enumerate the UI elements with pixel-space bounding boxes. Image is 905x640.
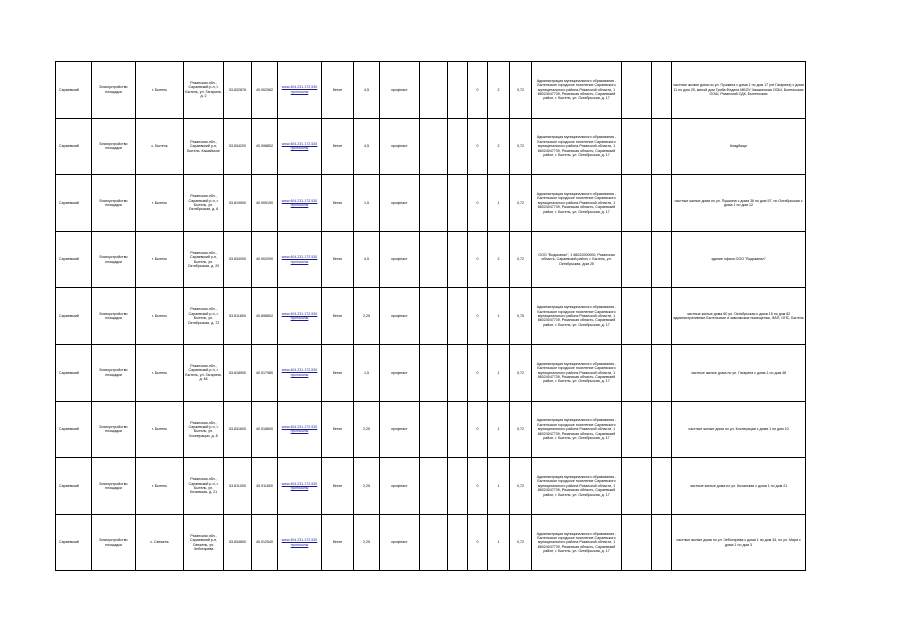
area-cell: 1,5 — [354, 344, 380, 401]
address-cell: Рязанская обл., Сараевский р-н, г. Бытель, ул. Октябрьская, д. 72 — [184, 288, 224, 345]
district-cell: Сараевский — [56, 175, 92, 232]
type-cell: Благоустройство площадки — [92, 288, 136, 345]
container-count-cell: 2 — [488, 231, 510, 288]
empty-cell — [652, 175, 672, 232]
owner-cell: Администрация муниципального образования - Бытельское городское поселение Сараевского муниципального района Рязанской области, 1 86024047739, Рязанская область, Сараевский район, г. Бытель, ул. Октябрьская, д. 17 — [532, 401, 622, 458]
link-cell — [278, 401, 322, 458]
empty-cell — [448, 401, 468, 458]
volume-cell: 0,72 — [510, 344, 532, 401]
empty-cell — [622, 344, 652, 401]
address-cell: Рязанская обл., Сараевский р-н, г. Бытель, ул. Гагарина, д. 48 — [184, 344, 224, 401]
empty-cell — [448, 288, 468, 345]
latitude-cell: 53.834000 — [224, 231, 252, 288]
surface-cell: бетон — [322, 514, 354, 571]
surface-cell: бетон — [322, 175, 354, 232]
material-cell: профнаст — [380, 175, 420, 232]
area-cell: 2,25 — [354, 458, 380, 515]
longitude-cell: 40.902582 — [252, 62, 278, 119]
owner-cell: Администрация муниципального образования - Бытельское городское поселение Сараевского муниципального района Рязанской области, 1 86024047739, Рязанская область, Сараевский район, г. Бытель, ул. Октябрьская, д. 17 — [532, 62, 622, 119]
type-cell: Благоустройство площадки — [92, 62, 136, 119]
empty-cell — [420, 231, 448, 288]
area-cell: 2,25 — [354, 288, 380, 345]
table-row — [56, 118, 806, 175]
sources-cell: частные жилые дома по ул. Кочанская с дома 1 по дом 21 — [672, 458, 806, 515]
registry-table — [55, 61, 806, 571]
empty-cell — [622, 401, 652, 458]
link-cell — [278, 118, 322, 175]
latitude-cell: 53.831600 — [224, 401, 252, 458]
link-cell — [278, 344, 322, 401]
document-link[interactable]: www.404.231.172.530 протоколы — [281, 538, 318, 547]
empty-cell — [448, 514, 468, 571]
type-cell: Благоустройство площадки — [92, 401, 136, 458]
empty-cell — [652, 458, 672, 515]
empty-cell — [448, 344, 468, 401]
table-row — [56, 401, 806, 458]
empty-cell — [622, 118, 652, 175]
container-count-cell: 2 — [488, 62, 510, 119]
volume-cell: 0,72 — [510, 62, 532, 119]
link-cell — [278, 62, 322, 119]
volume-cell: 0,72 — [510, 514, 532, 571]
owner-cell: Администрация муниципального образования - Бытельское городское поселение Сараевского муниципального района Рязанской области, 1 86024047739, Рязанская область, Сараевский район, г. Бытель, ул. Октябрьская, д. 17 — [532, 118, 622, 175]
district-cell: Сараевский — [56, 458, 92, 515]
type-cell: Благоустройство площадки — [92, 175, 136, 232]
area-cell: 4,5 — [354, 62, 380, 119]
type-cell: Благоустройство площадки — [92, 514, 136, 571]
district-cell: Сараевский — [56, 62, 92, 119]
empty-cell — [448, 62, 468, 119]
longitude-cell: 40.912540 — [252, 514, 278, 571]
empty-cell — [448, 118, 468, 175]
volume-cell: 0,72 — [510, 118, 532, 175]
empty-cell — [448, 458, 468, 515]
owner-cell: Администрация муниципального образования - Бытельское городское поселение Сараевского муниципального района Рязанской области, 1 86024047739, Рязанская область, Сараевский район, г. Бытель, ул. Октябрьская, д. 17 — [532, 288, 622, 345]
link-cell — [278, 175, 322, 232]
count-cell: 0 — [468, 458, 488, 515]
sources-cell: частные жилые дома 60 ул. Октябрьская с дома 15 по дом 82 административные Бытельские и заволжские помещения, ФАП, ОПС, Бытель — [672, 288, 806, 345]
area-cell: 1,5 — [354, 175, 380, 232]
empty-cell — [448, 231, 468, 288]
latitude-cell: 53.834200 — [224, 118, 252, 175]
locality-cell: г. Бытель — [136, 458, 184, 515]
count-cell: 0 — [468, 231, 488, 288]
longitude-cell: 40.898802 — [252, 288, 278, 345]
container-count-cell: 1 — [488, 458, 510, 515]
material-cell: профнаст — [380, 344, 420, 401]
longitude-cell: 40.918600 — [252, 401, 278, 458]
volume-cell: 0,72 — [510, 231, 532, 288]
count-cell: 0 — [468, 344, 488, 401]
table-row — [56, 62, 806, 119]
empty-cell — [652, 288, 672, 345]
document-link[interactable]: www.404.231.172.530 протоколы — [281, 481, 318, 490]
sources-cell: частные жилые дома по ул. Чеботарева с дома 1 по дом 34, по ул. Мира с дома 1 по дом 3 — [672, 514, 806, 571]
material-cell: профнаст — [380, 401, 420, 458]
empty-cell — [420, 118, 448, 175]
latitude-cell: 53.819500 — [224, 175, 252, 232]
material-cell: профнаст — [380, 118, 420, 175]
empty-cell — [652, 344, 672, 401]
material-cell: профнаст — [380, 231, 420, 288]
empty-cell — [622, 175, 652, 232]
type-cell: Благоустройство площадки — [92, 118, 136, 175]
container-count-cell: 1 — [488, 514, 510, 571]
longitude-cell: 40.905190 — [252, 175, 278, 232]
type-cell: Благоустройство площадки — [92, 458, 136, 515]
area-cell: 2,25 — [354, 401, 380, 458]
district-cell: Сараевский — [56, 288, 92, 345]
surface-cell: бетон — [322, 118, 354, 175]
sources-cell: частные жилые дома по ул. Кооперации с дома 1 по дом 10 — [672, 401, 806, 458]
address-cell: Рязанская обл., Сараевский р-н, Свежень, ул. Чеботарева — [184, 514, 224, 571]
empty-cell — [420, 62, 448, 119]
owner-cell: Администрация муниципального образования - Бытельское городское поселение Сараевского муниципального района Рязанской области, 1 86024047739, Рязанская область, Сараевский район, г. Бытель, ул. Октябрьская, д. 17 — [532, 344, 622, 401]
material-cell: профнаст — [380, 458, 420, 515]
container-count-cell: 1 — [488, 344, 510, 401]
latitude-cell: 53.811000 — [224, 458, 252, 515]
area-cell: 2,25 — [354, 514, 380, 571]
latitude-cell: 53.832876 — [224, 62, 252, 119]
locality-cell: с. Бытель — [136, 118, 184, 175]
empty-cell — [420, 401, 448, 458]
document-link[interactable]: www.404.231.172.530 протоколы — [281, 198, 318, 207]
count-cell: 0 — [468, 401, 488, 458]
document-link[interactable]: www.404.231.172.530 протоколы — [281, 311, 318, 321]
district-cell: Сараевский — [56, 344, 92, 401]
link-cell — [278, 288, 322, 345]
table-row — [56, 231, 806, 288]
link-cell — [278, 231, 322, 288]
area-cell: 4,5 — [354, 231, 380, 288]
locality-cell: г. Бытель — [136, 344, 184, 401]
empty-cell — [652, 118, 672, 175]
count-cell: 0 — [468, 175, 488, 232]
locality-cell: г. Бытель — [136, 62, 184, 119]
empty-cell — [622, 458, 652, 515]
material-cell: профнаст — [380, 288, 420, 345]
table-row — [56, 514, 806, 571]
sources-cell: Кладбище — [672, 118, 806, 175]
empty-cell — [448, 175, 468, 232]
container-count-cell: 2 — [488, 118, 510, 175]
owner-cell: Администрация муниципального образования - Бытельское городское поселение Сараевского муниципального района Рязанской области, 1 86024047739, Рязанская область, Сараевский район, г. Бытель, ул. Октябрьская, д. 17 — [532, 458, 622, 515]
link-cell — [278, 514, 322, 571]
district-cell: Сараевский — [56, 401, 92, 458]
sources-cell: частные жилые дома по ул. Гагарина с дома 1 по дом 48 — [672, 344, 806, 401]
container-count-cell: 1 — [488, 401, 510, 458]
empty-cell — [622, 231, 652, 288]
type-cell: Благоустройство площадки — [92, 344, 136, 401]
empty-cell — [652, 62, 672, 119]
empty-cell — [420, 288, 448, 345]
material-cell: профнаст — [380, 514, 420, 571]
document-link[interactable]: www.404.231.172.530 протоколы — [281, 85, 318, 94]
empty-cell — [652, 514, 672, 571]
empty-cell — [420, 175, 448, 232]
surface-cell: бетон — [322, 62, 354, 119]
locality-cell: с. Свежень — [136, 514, 184, 571]
table-row — [56, 288, 806, 345]
count-cell: 0 — [468, 62, 488, 119]
empty-cell — [420, 514, 448, 571]
owner-cell: Администрация муниципального образования - Бытельское городское поселение Сараевского муниципального района Рязанской области, 1 86024047739, Рязанская область, Сараевский район, г. Бытель, ул. Октябрьская, д. 17 — [532, 175, 622, 232]
material-cell: профнаст — [380, 62, 420, 119]
volume-cell: 0,72 — [510, 175, 532, 232]
link-cell — [278, 458, 322, 515]
count-cell: 0 — [468, 288, 488, 345]
empty-cell — [622, 514, 652, 571]
surface-cell: бетон — [322, 231, 354, 288]
address-cell: Рязанская обл., Сараевский р-н, г. Бытель, ул. Кооперации, д. 8 — [184, 401, 224, 458]
surface-cell: бетон — [322, 458, 354, 515]
type-cell: Благоустройство площадки — [92, 231, 136, 288]
address-cell: Рязанская обл., Сараевский р-н, г. Бытель, ул. Гагарина, д. 2 — [184, 62, 224, 119]
document-sheet — [55, 61, 805, 571]
latitude-cell: 53.811800 — [224, 288, 252, 345]
longitude-cell: 40.911800 — [252, 458, 278, 515]
address-cell: Рязанская обл., Сараевский р-н, г. Бытель, ул. Октябрьская, д. 6 — [184, 175, 224, 232]
locality-cell: г. Бытель — [136, 231, 184, 288]
sources-cell: частные жилые дома по ул. Пушкина с дома 1 по дом 17 (не Гагарина) с дома 11 по дом 25, жилой дом Гриба Федина МБОУ Чашкинская ООШ, Бытельская ООШ, Рязанский СДК, Бытельская — [672, 62, 806, 119]
table-row — [56, 344, 806, 401]
document-link[interactable]: www.404.231.172.530 протоколы — [281, 141, 318, 151]
volume-cell: 0,75 — [510, 288, 532, 345]
longitude-cell: 40.902090 — [252, 231, 278, 288]
area-cell: 4,5 — [354, 118, 380, 175]
count-cell: 0 — [468, 514, 488, 571]
table-body — [56, 62, 806, 571]
sources-cell: здание офиса ООО "Водоканал" — [672, 231, 806, 288]
locality-cell: г. Бытель — [136, 175, 184, 232]
empty-cell — [652, 231, 672, 288]
empty-cell — [622, 62, 652, 119]
district-cell: Сараевский — [56, 118, 92, 175]
owner-cell: ООО "Водоканал", 1 86022000000, Рязанская область, Сараевский район, г. Бытель, ул. Октябрьская, дом 25 — [532, 231, 622, 288]
longitude-cell: 40.917980 — [252, 344, 278, 401]
document-link[interactable]: www.404.231.172.530 протоколы — [281, 368, 318, 377]
owner-cell: Администрация муниципального образования - Бытельское городское поселение Сараевского муниципального района Рязанской области, 1 86024047739, Рязанская область, Сараевский район, г. Бытель, ул. Октябрьская, д. 17 — [532, 514, 622, 571]
district-cell: Сараевский — [56, 514, 92, 571]
empty-cell — [622, 288, 652, 345]
table-row — [56, 175, 806, 232]
document-link[interactable]: www.404.231.172.530 протоколы — [281, 255, 318, 264]
container-count-cell: 1 — [488, 288, 510, 345]
latitude-cell: 53.818900 — [224, 344, 252, 401]
locality-cell: г. Бытель — [136, 288, 184, 345]
longitude-cell: 40.998852 — [252, 118, 278, 175]
document-link[interactable]: www.404.231.172.530 протоколы — [281, 424, 318, 434]
empty-cell — [420, 344, 448, 401]
count-cell: 0 — [468, 118, 488, 175]
empty-cell — [652, 401, 672, 458]
surface-cell: бетон — [322, 401, 354, 458]
locality-cell: г. Бытель — [136, 401, 184, 458]
container-count-cell: 1 — [488, 175, 510, 232]
volume-cell: 0,72 — [510, 401, 532, 458]
district-cell: Сараевский — [56, 231, 92, 288]
latitude-cell: 53.834800 — [224, 514, 252, 571]
address-cell: Рязанская обл., Сараевский р-н, г. Бытель, ул. Кочанская, д. 21 — [184, 458, 224, 515]
surface-cell: бетон — [322, 344, 354, 401]
surface-cell: бетон — [322, 288, 354, 345]
table-row — [56, 458, 806, 515]
volume-cell: 0,72 — [510, 458, 532, 515]
sources-cell: частные жилые дома по ул. Пушкина с дома 36 по дом 57, по Октябрьская с дома 1 по дом 12 — [672, 175, 806, 232]
address-cell: Рязанская обл., Сараевский р-н, Бытель, Кашайское — [184, 118, 224, 175]
empty-cell — [420, 458, 448, 515]
address-cell: Рязанская обл., Сараевский р-н, Бытель, ул. Октябрьская, д. 20 — [184, 231, 224, 288]
